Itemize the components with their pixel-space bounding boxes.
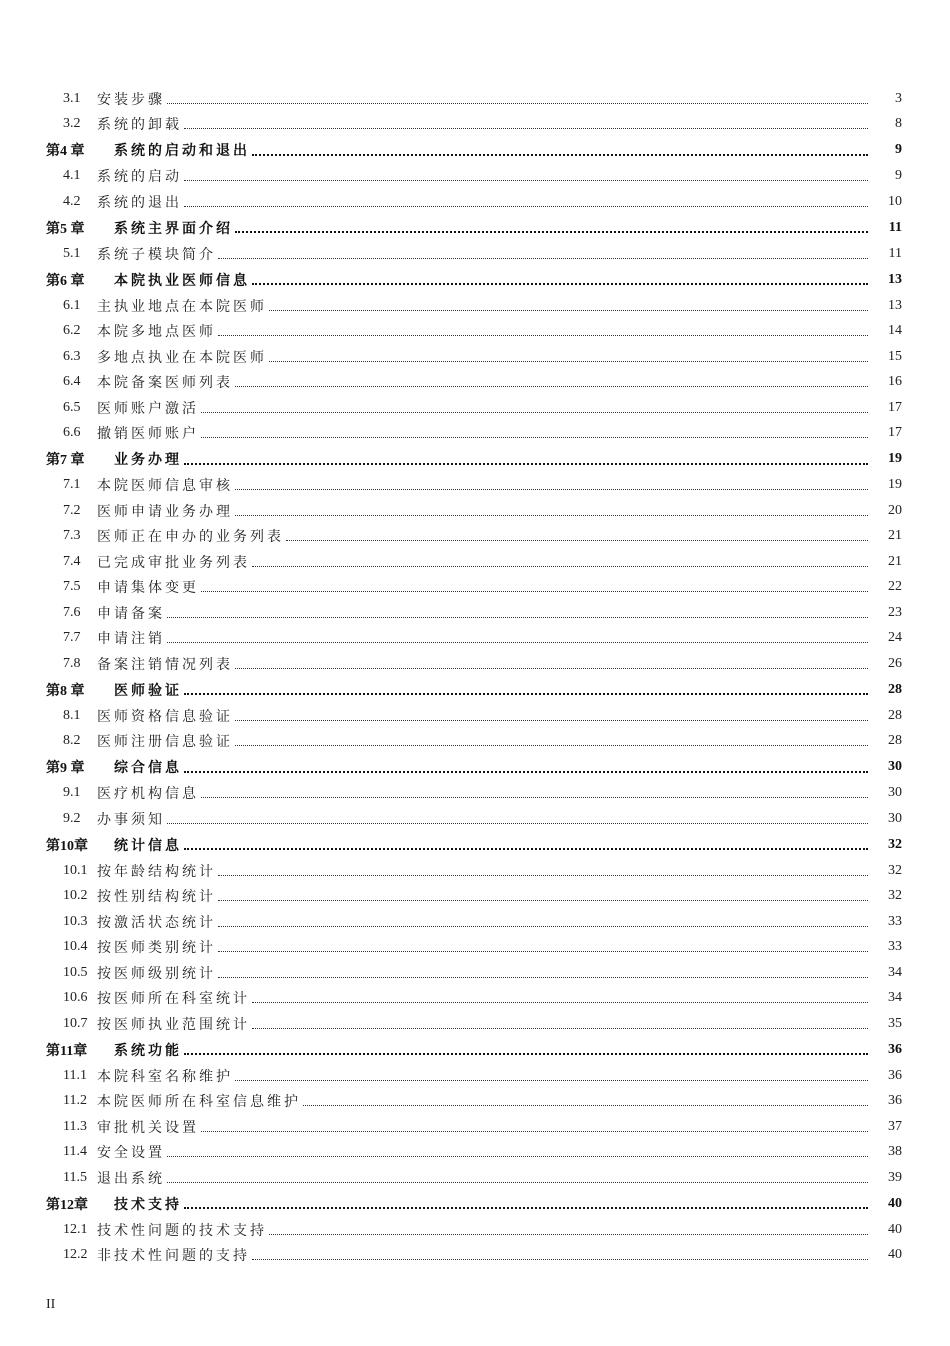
toc-entry-title-wrap	[97, 783, 868, 803]
toc-entry-title: 安全设置	[97, 1146, 165, 1162]
toc-entry-title: 申请备案	[97, 606, 165, 622]
toc-dot-leader	[235, 231, 868, 233]
toc-entry-number: 12.1	[63, 1221, 88, 1237]
toc-entry-title: 本院科室名称维护	[97, 1069, 233, 1085]
toc-entry-title: 系统的卸载	[97, 118, 182, 134]
toc-dot-leader	[218, 900, 868, 901]
toc-entry-page: 19	[888, 477, 902, 493]
toc-dot-leader	[303, 1105, 868, 1106]
toc-entry-title: 医师注册信息验证	[97, 735, 233, 751]
toc-section-entry[interactable]	[0, 498, 950, 524]
toc-entry-number: 11.1	[63, 1067, 87, 1083]
toc-entry-title-wrap	[114, 1040, 868, 1060]
toc-entry-title: 本院备案医师列表	[97, 376, 233, 392]
toc-entry-page: 3	[895, 90, 902, 106]
toc-dot-leader	[235, 386, 868, 387]
toc-section-entry[interactable]	[0, 858, 950, 884]
toc-section-entry[interactable]	[0, 1165, 950, 1191]
toc-entry-page: 22	[888, 579, 902, 595]
toc-dot-leader	[167, 617, 868, 618]
toc-entry-title: 技术支持	[114, 1197, 182, 1213]
toc-chapter-entry[interactable]	[0, 1037, 950, 1064]
toc-dot-leader	[167, 1182, 868, 1183]
toc-entry-title-wrap	[114, 218, 868, 238]
table-of-contents	[0, 86, 950, 1268]
toc-entry-title: 技术性问题的技术支持	[97, 1223, 267, 1239]
toc-entry-title: 申请注销	[97, 632, 165, 648]
toc-entry-title: 按年龄结构统计	[97, 864, 216, 880]
toc-entry-title: 按医师级别统计	[97, 966, 216, 982]
toc-section-entry[interactable]	[0, 549, 950, 575]
toc-entry-page: 11	[888, 219, 902, 235]
toc-entry-page: 30	[888, 785, 902, 801]
toc-entry-title-wrap	[114, 270, 868, 290]
toc-entry-title: 医疗机构信息	[97, 787, 199, 803]
toc-entry-title-wrap	[97, 861, 868, 881]
toc-section-entry[interactable]	[0, 395, 950, 421]
toc-entry-title: 综合信息	[114, 761, 182, 777]
toc-entry-title-wrap	[97, 654, 868, 674]
toc-dot-leader	[235, 668, 868, 669]
toc-section-entry[interactable]	[0, 575, 950, 601]
toc-entry-number: 6.1	[63, 297, 81, 313]
toc-section-entry[interactable]	[0, 884, 950, 910]
page-number: II	[46, 1297, 56, 1312]
toc-entry-page: 9	[895, 168, 902, 184]
toc-section-entry[interactable]	[0, 626, 950, 652]
toc-entry-title-wrap	[97, 1066, 868, 1086]
toc-entry-page: 40	[888, 1195, 902, 1211]
toc-entry-title-wrap	[97, 706, 868, 726]
toc-dot-leader	[218, 258, 868, 259]
toc-entry-title-wrap	[97, 321, 868, 341]
toc-entry-number: 8.1	[63, 707, 81, 723]
toc-entry-title-wrap	[97, 1168, 868, 1188]
toc-entry-page: 13	[888, 297, 902, 313]
toc-dot-leader	[218, 977, 868, 978]
toc-entry-page: 33	[888, 913, 902, 929]
toc-entry-page: 37	[888, 1118, 902, 1134]
toc-entry-page: 21	[888, 528, 902, 544]
toc-chapter-entry[interactable]	[0, 215, 950, 242]
toc-entry-page: 28	[888, 733, 902, 749]
toc-entry-page: 28	[888, 681, 902, 697]
toc-entry-number: 第11章	[46, 1043, 88, 1059]
toc-section-entry[interactable]	[0, 651, 950, 677]
toc-entry-page: 30	[888, 810, 902, 826]
toc-entry-page: 34	[888, 990, 902, 1006]
toc-entry-page: 40	[888, 1221, 902, 1237]
toc-entry-title: 安装步骤	[97, 92, 165, 108]
toc-entry-number: 3.2	[63, 116, 81, 132]
toc-dot-leader	[235, 515, 868, 516]
toc-entry-number: 第10章	[46, 838, 88, 854]
toc-chapter-entry[interactable]	[0, 137, 950, 164]
toc-section-entry[interactable]	[0, 189, 950, 215]
toc-entry-title: 业务办理	[114, 453, 182, 469]
toc-entry-number: 7.3	[63, 528, 81, 544]
toc-dot-leader	[269, 1234, 868, 1235]
toc-section-entry[interactable]	[0, 781, 950, 807]
toc-dot-leader	[235, 1080, 868, 1081]
toc-entry-number: 8.2	[63, 733, 81, 749]
toc-entry-title-wrap	[97, 628, 868, 648]
toc-entry-number: 第6 章	[46, 273, 85, 289]
toc-dot-leader	[167, 642, 868, 643]
toc-entry-title-wrap	[97, 988, 868, 1008]
toc-entry-title-wrap	[97, 398, 868, 418]
toc-entry-number: 11.3	[63, 1118, 87, 1134]
toc-entry-page: 28	[888, 707, 902, 723]
toc-entry-title-wrap	[114, 757, 868, 777]
toc-entry-page: 17	[888, 399, 902, 415]
toc-entry-title: 医师资格信息验证	[97, 709, 233, 725]
toc-section-entry[interactable]	[0, 1089, 950, 1115]
toc-dot-leader	[184, 771, 868, 773]
toc-section-entry[interactable]	[0, 86, 950, 112]
toc-chapter-entry[interactable]	[0, 1191, 950, 1218]
toc-entry-number: 12.2	[63, 1247, 88, 1263]
toc-dot-leader	[201, 797, 868, 798]
toc-chapter-entry[interactable]	[0, 267, 950, 294]
toc-entry-page: 36	[888, 1041, 902, 1057]
toc-entry-title: 医师申请业务办理	[97, 504, 233, 520]
toc-entry-title: 统计信息	[114, 838, 182, 854]
toc-entry-title: 撤销医师账户	[97, 427, 199, 443]
toc-entry-title: 备案注销情况列表	[97, 657, 233, 673]
toc-dot-leader	[184, 848, 868, 850]
toc-entry-number: 10.6	[63, 990, 88, 1006]
toc-chapter-entry[interactable]	[0, 832, 950, 859]
toc-chapter-entry[interactable]	[0, 677, 950, 704]
toc-entry-title-wrap	[97, 552, 868, 572]
toc-entry-title: 申请集体变更	[97, 581, 199, 597]
toc-entry-title: 审批机关设置	[97, 1120, 199, 1136]
toc-section-entry[interactable]	[0, 806, 950, 832]
toc-entry-number: 7.2	[63, 502, 81, 518]
toc-entry-page: 14	[888, 323, 902, 339]
toc-section-entry[interactable]	[0, 241, 950, 267]
toc-entry-number: 10.4	[63, 939, 88, 955]
toc-entry-title: 按医师类别统计	[97, 941, 216, 957]
toc-section-entry[interactable]	[0, 729, 950, 755]
toc-entry-number: 9.2	[63, 810, 81, 826]
toc-dot-leader	[184, 206, 868, 207]
toc-entry-title: 系统子模块简介	[97, 247, 216, 263]
toc-entry-title-wrap	[97, 1117, 868, 1137]
toc-entry-title-wrap	[97, 731, 868, 751]
toc-entry-title: 非技术性问题的支持	[97, 1249, 250, 1265]
toc-dot-leader	[286, 540, 868, 541]
toc-dot-leader	[252, 1028, 868, 1029]
toc-entry-title: 按医师执业范围统计	[97, 1017, 250, 1033]
toc-entry-number: 7.7	[63, 630, 81, 646]
toc-dot-leader	[167, 103, 868, 104]
toc-entry-title: 系统的启动和退出	[114, 144, 250, 160]
toc-section-entry[interactable]	[0, 344, 950, 370]
toc-entry-number: 9.1	[63, 785, 81, 801]
toc-entry-page: 26	[888, 655, 902, 671]
toc-entry-number: 第4 章	[46, 144, 85, 160]
toc-entry-number: 第8 章	[46, 683, 85, 699]
toc-section-entry[interactable]	[0, 112, 950, 138]
toc-entry-page: 39	[888, 1169, 902, 1185]
toc-entry-title-wrap	[97, 475, 868, 495]
toc-section-entry[interactable]	[0, 319, 950, 345]
toc-entry-title-wrap	[97, 577, 868, 597]
toc-section-entry[interactable]	[0, 935, 950, 961]
toc-entry-page: 10	[888, 193, 902, 209]
toc-section-entry[interactable]	[0, 1243, 950, 1269]
toc-entry-page: 30	[888, 759, 902, 775]
toc-entry-page: 40	[888, 1247, 902, 1263]
toc-entry-number: 3.1	[63, 90, 81, 106]
toc-entry-title: 医师正在申办的业务列表	[97, 530, 284, 546]
toc-dot-leader	[201, 437, 868, 438]
toc-entry-page: 32	[888, 862, 902, 878]
toc-chapter-entry[interactable]	[0, 754, 950, 781]
toc-dot-leader	[252, 154, 868, 156]
toc-entry-page: 32	[888, 836, 902, 852]
toc-chapter-entry[interactable]	[0, 446, 950, 473]
toc-entry-title-wrap	[114, 1194, 868, 1214]
toc-section-entry[interactable]	[0, 293, 950, 319]
toc-entry-title: 本院医师所在科室信息维护	[97, 1095, 301, 1111]
toc-dot-leader	[235, 745, 868, 746]
toc-entry-title-wrap	[97, 809, 868, 829]
toc-section-entry[interactable]	[0, 370, 950, 396]
toc-entry-title-wrap	[97, 501, 868, 521]
toc-entry-number: 6.6	[63, 425, 81, 441]
toc-entry-title-wrap	[97, 1245, 868, 1265]
toc-entry-number: 10.1	[63, 862, 88, 878]
toc-entry-title-wrap	[97, 347, 868, 367]
toc-entry-number: 5.1	[63, 245, 81, 261]
toc-entry-title-wrap	[97, 937, 868, 957]
toc-entry-title: 医师验证	[114, 683, 182, 699]
toc-entry-title: 按激活状态统计	[97, 915, 216, 931]
toc-entry-number: 第12章	[46, 1197, 88, 1213]
toc-entry-title-wrap	[97, 372, 868, 392]
toc-entry-page: 17	[888, 425, 902, 441]
toc-entry-number: 6.3	[63, 348, 81, 364]
toc-entry-page: 36	[888, 1067, 902, 1083]
toc-entry-number: 7.1	[63, 477, 81, 493]
toc-entry-page: 32	[888, 888, 902, 904]
toc-dot-leader	[167, 1156, 868, 1157]
toc-entry-title: 系统的启动	[97, 170, 182, 186]
toc-dot-leader	[252, 1002, 868, 1003]
toc-entry-title: 主执业地点在本院医师	[97, 299, 267, 315]
toc-entry-page: 13	[888, 271, 902, 287]
toc-entry-title-wrap	[97, 244, 868, 264]
toc-entry-title: 已完成审批业务列表	[97, 555, 250, 571]
toc-dot-leader	[201, 412, 868, 413]
toc-entry-title: 系统功能	[114, 1043, 182, 1059]
toc-dot-leader	[252, 283, 868, 285]
toc-entry-page: 15	[888, 348, 902, 364]
toc-entry-title: 系统主界面介绍	[114, 221, 233, 237]
toc-entry-page: 34	[888, 964, 902, 980]
toc-entry-number: 6.2	[63, 323, 81, 339]
toc-entry-number: 10.5	[63, 964, 88, 980]
toc-section-entry[interactable]	[0, 703, 950, 729]
toc-section-entry[interactable]	[0, 1011, 950, 1037]
toc-entry-number: 6.4	[63, 374, 81, 390]
toc-entry-title-wrap	[97, 912, 868, 932]
toc-entry-page: 19	[888, 451, 902, 467]
toc-entry-page: 9	[895, 142, 902, 158]
toc-entry-number: 4.1	[63, 168, 81, 184]
toc-entry-title-wrap	[97, 1091, 868, 1111]
toc-entry-page: 23	[888, 604, 902, 620]
toc-entry-page: 11	[888, 245, 902, 261]
toc-entry-number: 7.6	[63, 604, 81, 620]
toc-entry-number: 11.4	[63, 1144, 87, 1160]
toc-entry-title-wrap	[97, 1220, 868, 1240]
toc-entry-title-wrap	[97, 886, 868, 906]
toc-entry-title: 退出系统	[97, 1171, 165, 1187]
toc-dot-leader	[252, 1259, 868, 1260]
toc-dot-leader	[184, 180, 868, 181]
toc-section-entry[interactable]	[0, 421, 950, 447]
toc-entry-page: 21	[888, 553, 902, 569]
toc-dot-leader	[218, 951, 868, 952]
toc-entry-number: 7.4	[63, 553, 81, 569]
toc-entry-number: 7.8	[63, 655, 81, 671]
toc-entry-page: 33	[888, 939, 902, 955]
toc-entry-title-wrap	[97, 526, 868, 546]
toc-section-entry[interactable]	[0, 986, 950, 1012]
toc-entry-title-wrap	[97, 423, 868, 443]
toc-entry-title: 本院多地点医师	[97, 325, 216, 341]
toc-section-entry[interactable]	[0, 164, 950, 190]
toc-dot-leader	[184, 1053, 868, 1055]
toc-entry-page: 24	[888, 630, 902, 646]
toc-section-entry[interactable]	[0, 1217, 950, 1243]
toc-entry-title: 办事须知	[97, 812, 165, 828]
toc-entry-title-wrap	[97, 89, 868, 109]
toc-dot-leader	[218, 335, 868, 336]
toc-entry-title: 按医师所在科室统计	[97, 992, 250, 1008]
toc-entry-title: 本院医师信息审核	[97, 479, 233, 495]
toc-entry-title: 多地点执业在本院医师	[97, 350, 267, 366]
toc-entry-number: 4.2	[63, 193, 81, 209]
toc-dot-leader	[184, 693, 868, 695]
toc-entry-page: 36	[888, 1093, 902, 1109]
toc-entry-title: 系统的退出	[97, 195, 182, 211]
toc-entry-title-wrap	[97, 1142, 868, 1162]
toc-entry-number: 11.5	[63, 1169, 87, 1185]
toc-entry-page: 35	[888, 1015, 902, 1031]
toc-entry-number: 6.5	[63, 399, 81, 415]
toc-dot-leader	[235, 489, 868, 490]
toc-entry-page: 38	[888, 1144, 902, 1160]
toc-entry-title-wrap	[114, 449, 868, 469]
toc-dot-leader	[269, 310, 868, 311]
toc-dot-leader	[235, 720, 868, 721]
toc-dot-leader	[269, 361, 868, 362]
toc-entry-title-wrap	[97, 296, 868, 316]
toc-entry-title-wrap	[97, 192, 868, 212]
toc-entry-number: 10.7	[63, 1015, 88, 1031]
toc-entry-title-wrap	[114, 835, 868, 855]
toc-section-entry[interactable]	[0, 600, 950, 626]
toc-entry-number: 第9 章	[46, 761, 85, 777]
toc-entry-title-wrap	[97, 1014, 868, 1034]
toc-entry-title-wrap	[114, 680, 868, 700]
toc-dot-leader	[218, 875, 868, 876]
toc-dot-leader	[184, 128, 868, 129]
toc-entry-number: 10.2	[63, 888, 88, 904]
toc-entry-number: 第5 章	[46, 221, 85, 237]
toc-entry-page: 8	[895, 116, 902, 132]
toc-entry-title-wrap	[97, 166, 868, 186]
toc-dot-leader	[218, 926, 868, 927]
toc-section-entry[interactable]	[0, 473, 950, 499]
toc-entry-number: 10.3	[63, 913, 88, 929]
toc-entry-number: 11.2	[63, 1093, 87, 1109]
toc-section-entry[interactable]	[0, 1140, 950, 1166]
toc-entry-title-wrap	[114, 140, 868, 160]
toc-entry-title: 按性别结构统计	[97, 890, 216, 906]
toc-dot-leader	[184, 463, 868, 465]
toc-entry-title-wrap	[97, 963, 868, 983]
toc-dot-leader	[201, 1131, 868, 1132]
toc-dot-leader	[167, 823, 868, 824]
toc-section-entry[interactable]	[0, 909, 950, 935]
toc-dot-leader	[201, 591, 868, 592]
toc-entry-number: 7.5	[63, 579, 81, 595]
toc-section-entry[interactable]	[0, 524, 950, 550]
toc-entry-page: 20	[888, 502, 902, 518]
toc-dot-leader	[252, 566, 868, 567]
toc-section-entry[interactable]	[0, 960, 950, 986]
toc-section-entry[interactable]	[0, 1114, 950, 1140]
toc-entry-title-wrap	[97, 114, 868, 134]
toc-entry-title: 本院执业医师信息	[114, 273, 250, 289]
toc-entry-title-wrap	[97, 603, 868, 623]
toc-entry-title: 医师账户激活	[97, 401, 199, 417]
toc-entry-page: 16	[888, 374, 902, 390]
toc-section-entry[interactable]	[0, 1063, 950, 1089]
toc-entry-number: 第7 章	[46, 453, 85, 469]
toc-dot-leader	[184, 1207, 868, 1209]
